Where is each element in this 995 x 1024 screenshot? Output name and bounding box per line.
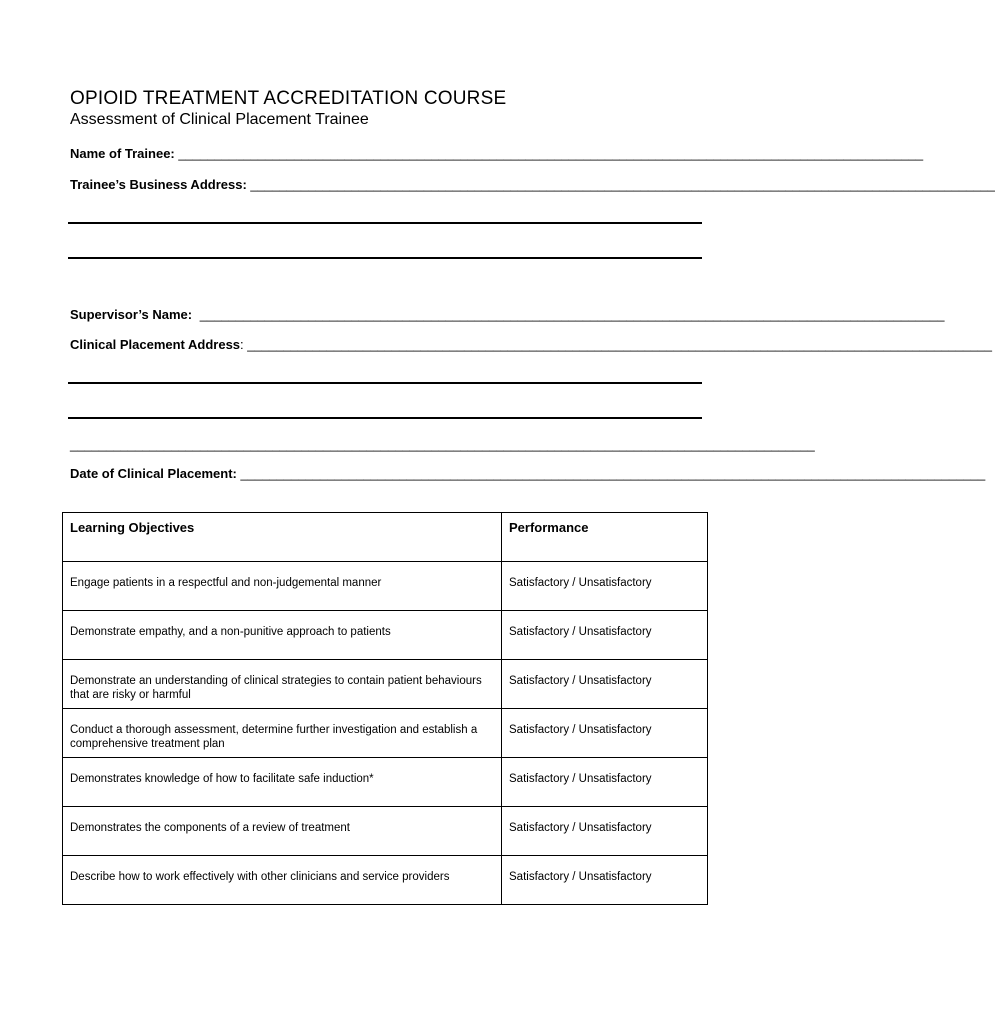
objective-cell: Demonstrates knowledge of how to facilitate safe induction* (63, 758, 502, 807)
learning-objectives-table (62, 512, 708, 905)
objective-cell: Conduct a thorough assessment, determine further investigation and establish a comprehensive treatment plan (63, 709, 502, 758)
table-row (63, 562, 708, 611)
supervisor-name-field[interactable]: _______________________________________________________________________________________________________ (199, 307, 945, 322)
performance-cell[interactable]: Satisfactory / Unsatisfactory (502, 709, 708, 758)
performance-cell[interactable]: Satisfactory / Unsatisfactory (502, 807, 708, 856)
business-address-line-3[interactable] (68, 257, 702, 259)
performance-cell[interactable]: Satisfactory / Unsatisfactory (502, 758, 708, 807)
table-row (63, 807, 708, 856)
placement-address-row (70, 337, 992, 352)
placement-date-label: Date of Clinical Placement: (70, 466, 237, 481)
placement-address-line-4[interactable]: _______________________________________________________________________________________________________ (70, 437, 815, 452)
performance-cell[interactable]: Satisfactory / Unsatisfactory (502, 856, 708, 905)
performance-cell[interactable]: Satisfactory / Unsatisfactory (502, 562, 708, 611)
placement-address-colon: : (240, 337, 244, 352)
trainee-name-row (70, 146, 924, 161)
business-address-line-2[interactable] (68, 222, 702, 224)
table-row (63, 660, 708, 709)
placement-address-label: Clinical Placement Address (70, 337, 241, 352)
placement-date-row (70, 466, 986, 481)
supervisor-name-row (70, 307, 945, 322)
business-address-field[interactable]: _______________________________________________________________________________________________________ (250, 177, 995, 192)
table-row (63, 758, 708, 807)
document-title: OPIOID TREATMENT ACCREDITATION COURSE (70, 88, 507, 109)
performance-cell[interactable]: Satisfactory / Unsatisfactory (502, 611, 708, 660)
supervisor-name-label: Supervisor’s Name: (70, 307, 193, 322)
business-address-label: Trainee’s Business Address: (70, 177, 247, 192)
header-learning-objectives: Learning Objectives (63, 513, 502, 562)
objective-cell: Demonstrate empathy, and a non-punitive approach to patients (63, 611, 502, 660)
objective-cell: Describe how to work effectively with other clinicians and service providers (63, 856, 502, 905)
placement-address-line-3[interactable] (68, 417, 702, 419)
performance-cell[interactable]: Satisfactory / Unsatisfactory (502, 660, 708, 709)
table-row (63, 611, 708, 660)
header-performance: Performance (502, 513, 708, 562)
objective-cell: Demonstrate an understanding of clinical strategies to contain patient behaviours that are risky or harmful (63, 660, 502, 709)
objective-cell: Demonstrates the components of a review of treatment (63, 807, 502, 856)
objective-cell: Engage patients in a respectful and non-judgemental manner (63, 562, 502, 611)
table-row (63, 709, 708, 758)
business-address-row (70, 177, 995, 192)
placement-address-field[interactable]: _______________________________________________________________________________________________________ (247, 337, 992, 352)
trainee-name-label: Name of Trainee: (70, 146, 175, 161)
document-subtitle: Assessment of Clinical Placement Trainee (70, 111, 369, 128)
placement-date-field[interactable]: _______________________________________________________________________________________________________ (240, 466, 986, 481)
trainee-name-field[interactable]: _______________________________________________________________________________________________________ (178, 146, 924, 161)
placement-address-line-2[interactable] (68, 382, 702, 384)
table-header-row (63, 513, 708, 562)
table-row (63, 856, 708, 905)
